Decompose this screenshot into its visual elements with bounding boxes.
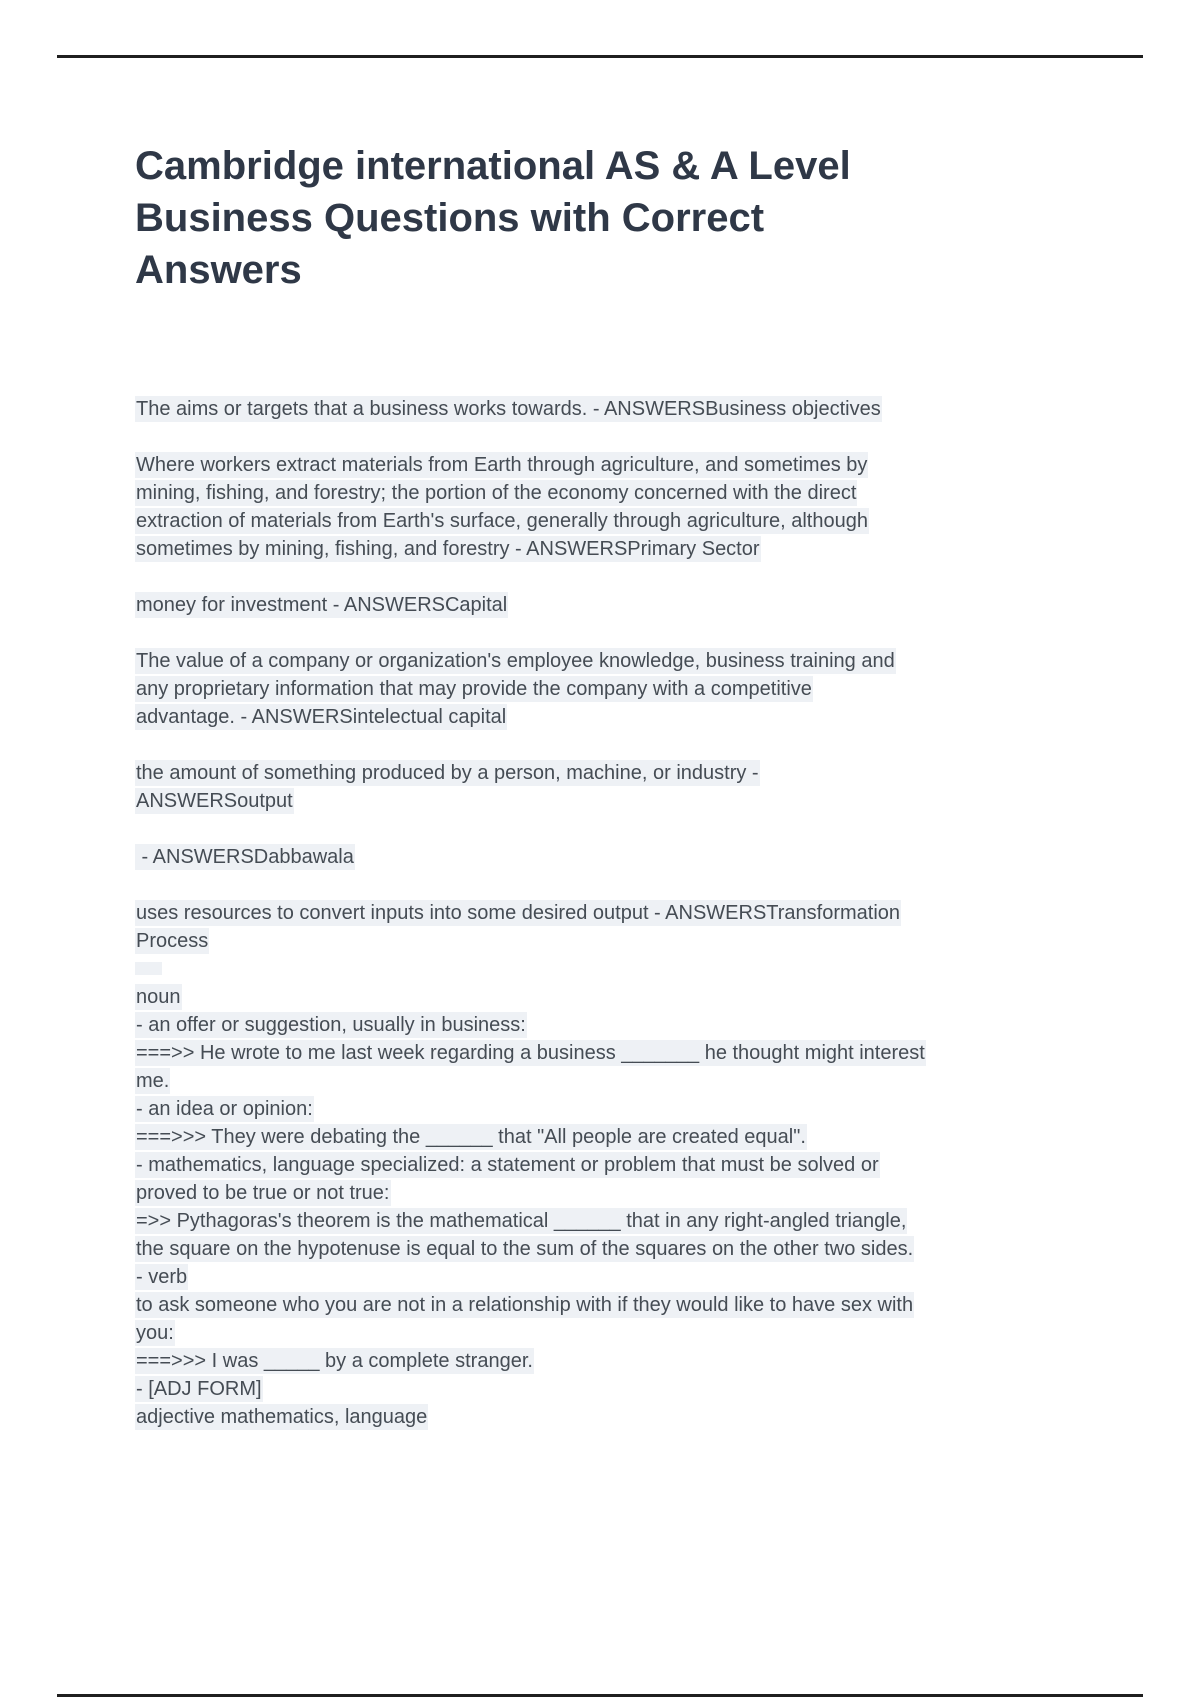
text-line [135, 759, 1145, 787]
highlighted-text: the square on the hypotenuse is equal to the sum of the squares on the other two sides. [136, 1238, 914, 1260]
highlight-fragment [135, 962, 162, 975]
text-line [135, 1067, 1145, 1095]
text-line [135, 787, 1145, 815]
highlighted-text: =>> Pythagoras's theorem is the mathematical ______ that in any right-angled triangle, [136, 1210, 907, 1232]
title-line: Answers [135, 248, 302, 292]
text-line [135, 1347, 1145, 1375]
text-line [135, 1291, 1145, 1319]
highlighted-text: me. [136, 1070, 170, 1092]
text-line [135, 1095, 1145, 1123]
text-line [135, 1375, 1145, 1403]
text-line [135, 983, 1145, 1011]
highlighted-text: mining, fishing, and forestry; the portion of the economy concerned with the direct [136, 482, 857, 504]
paragraph [135, 395, 1145, 423]
text-line [135, 1123, 1145, 1151]
text-line [135, 1207, 1145, 1235]
highlighted-text: Where workers extract materials from Earth through agriculture, and sometimes by [136, 454, 868, 476]
header-rule [57, 55, 1143, 58]
highlighted-text: ===>>> They were debating the ______ that "All people are created equal". [136, 1126, 806, 1148]
highlighted-text: to ask someone who you are not in a relationship with if they would like to have sex with [136, 1294, 914, 1316]
text-line [135, 1235, 1145, 1263]
highlighted-text: The aims or targets that a business works towards. - ANSWERSBusiness objectives [136, 398, 881, 420]
paragraph [135, 983, 1145, 1431]
highlighted-text: the amount of something produced by a person, machine, or industry - [136, 762, 759, 784]
text-line [135, 1179, 1145, 1207]
highlighted-text: sometimes by mining, fishing, and forestry - ANSWERSPrimary Sector [136, 538, 760, 560]
highlighted-text: ===>>> I was _____ by a complete stranger. [136, 1350, 533, 1372]
document-title [135, 140, 1145, 296]
text-line [135, 843, 1145, 871]
highlighted-text: - an idea or opinion: [136, 1098, 313, 1120]
highlighted-text: extraction of materials from Earth's surface, generally through agriculture, although [136, 510, 868, 532]
text-line [135, 1319, 1145, 1347]
text-line [135, 1263, 1145, 1291]
highlighted-text: proved to be true or not true: [136, 1182, 390, 1204]
highlighted-text: any proprietary information that may provide the company with a competitive [136, 678, 812, 700]
document-content [135, 140, 1145, 1431]
text-line [135, 1403, 1145, 1431]
text-line [135, 451, 1145, 479]
text-line [135, 1011, 1145, 1039]
paragraph [135, 591, 1145, 619]
text-line [135, 675, 1145, 703]
text-line [135, 535, 1145, 563]
highlighted-text: adjective mathematics, language [136, 1406, 428, 1428]
text-line [135, 899, 1145, 927]
highlighted-text: noun [136, 986, 181, 1008]
paragraph [135, 647, 1145, 731]
text-line [135, 703, 1145, 731]
text-line [135, 591, 1145, 619]
text-line [135, 1151, 1145, 1179]
paragraph [135, 843, 1145, 871]
highlighted-text: - ANSWERSDabbawala [136, 846, 354, 868]
highlighted-text: The value of a company or organization's employee knowledge, business training and [136, 650, 895, 672]
paragraph [135, 759, 1145, 815]
title-line: Cambridge international AS & A Level [135, 144, 851, 188]
highlighted-text: - an offer or suggestion, usually in business: [136, 1014, 526, 1036]
footer-rule [57, 1694, 1143, 1697]
paragraph [135, 451, 1145, 563]
highlighted-text: ===>> He wrote to me last week regarding a business _______ he thought might interest [136, 1042, 925, 1064]
highlighted-text: money for investment - ANSWERSCapital [136, 594, 508, 616]
highlighted-text: - mathematics, language specialized: a statement or problem that must be solved or [136, 1154, 879, 1176]
text-line [135, 927, 1145, 955]
text-line [135, 395, 1145, 423]
highlighted-text: advantage. - ANSWERSintelectual capital [136, 706, 507, 728]
document-body [135, 395, 1145, 1431]
highlighted-text: you: [136, 1322, 174, 1344]
text-line [135, 647, 1145, 675]
title-line: Business Questions with Correct [135, 196, 765, 240]
highlighted-text: ANSWERSoutput [136, 790, 293, 812]
text-line [135, 1039, 1145, 1067]
text-line [135, 479, 1145, 507]
paragraph [135, 899, 1145, 955]
highlighted-text: Process [136, 930, 209, 952]
highlighted-text: - [ADJ FORM] [136, 1378, 262, 1400]
highlighted-text: uses resources to convert inputs into some desired output - ANSWERSTransformation [136, 902, 901, 924]
highlighted-text: - verb [136, 1266, 188, 1288]
text-line [135, 507, 1145, 535]
